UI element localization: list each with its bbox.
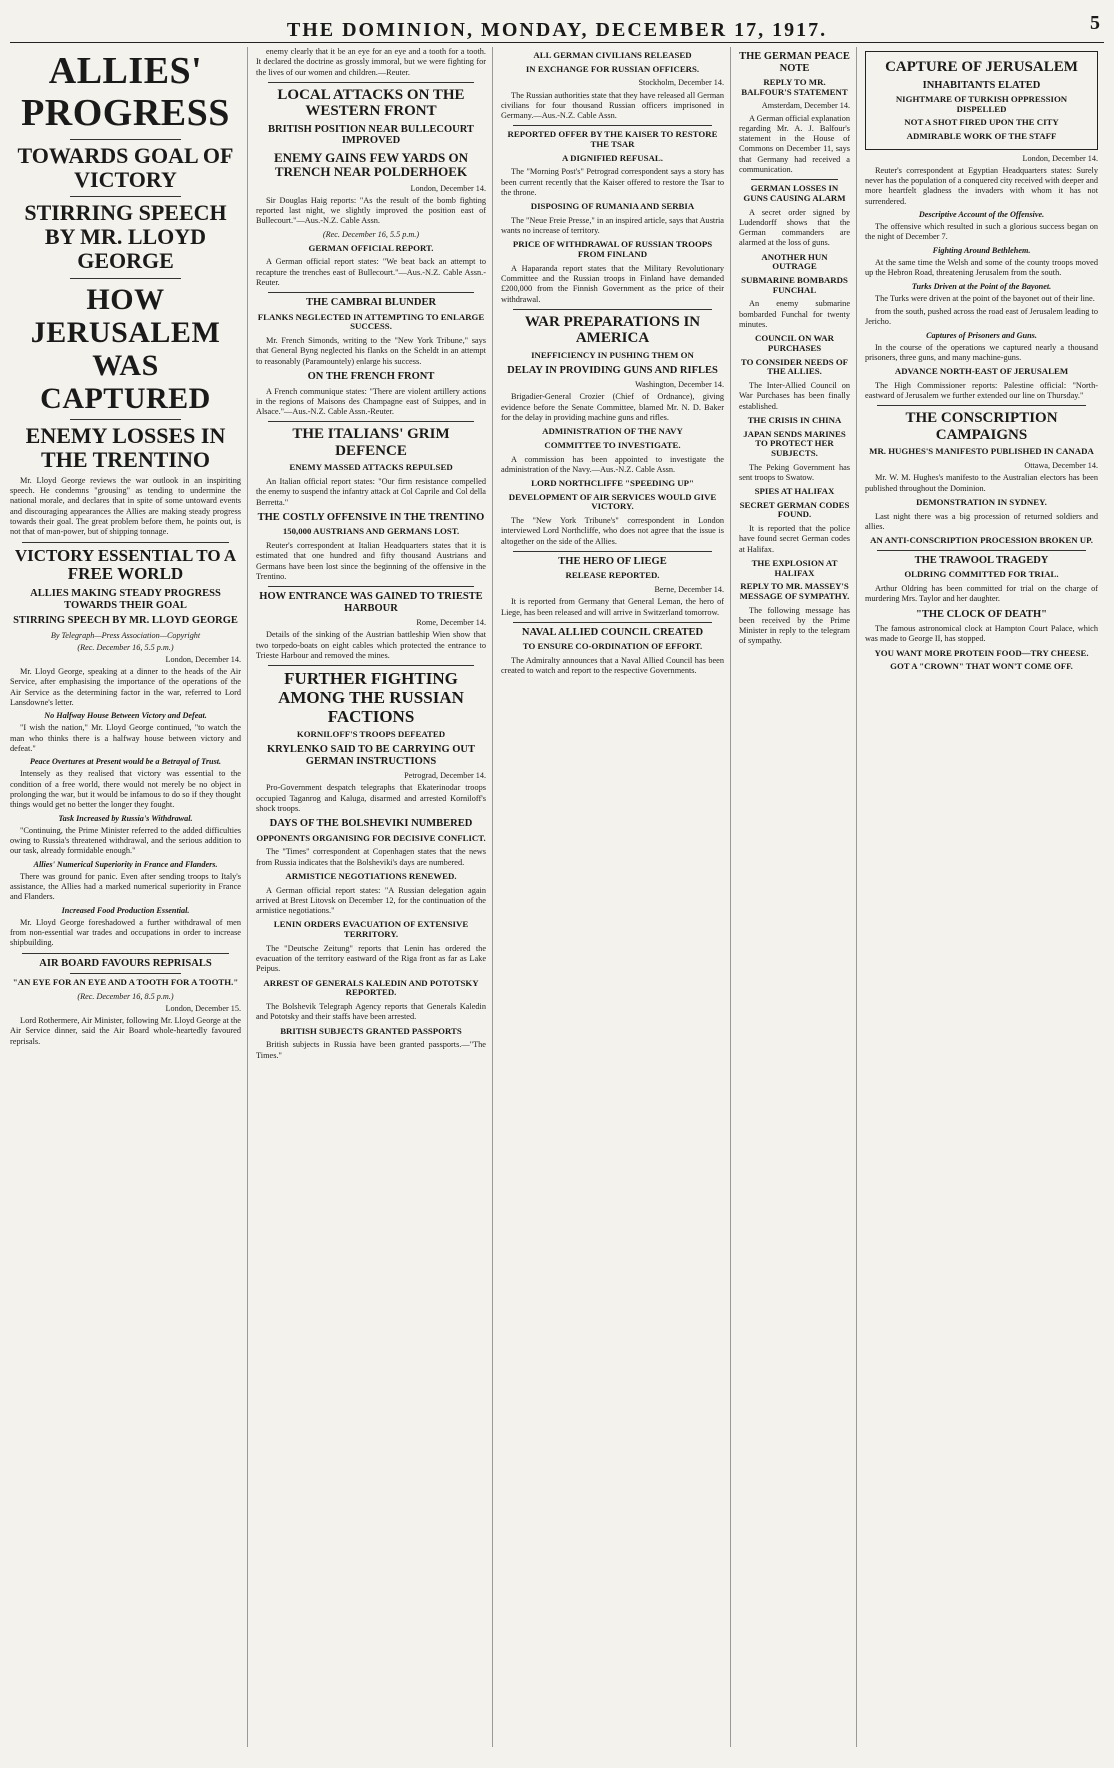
headline: YOU WANT MORE PROTEIN FOOD—TRY CHEESE. xyxy=(874,647,1089,658)
paragraph: Brigadier-General Crozier (Chief of Ordnance), giving evidence before the Senate Committee, blamed Mr. N. D. Baker for the delay in providing machine guns and rifles. xyxy=(501,392,724,422)
headline: HOW JERUSALEM WAS CAPTURED xyxy=(30,282,221,415)
paragraph: An Italian official report states: "Our firm resistance compelled the enemy to suspend the infantry attack at Col Caprile and Col della Berretta." xyxy=(256,477,486,507)
headline: PRICE OF WITHDRAWAL OF RUSSIAN TROOPS FROM FINLAND xyxy=(512,239,713,260)
paragraph: Mr. French Simonds, writing to the "New York Tribune," says that General Byng neglected his flanks on the Scheldt in an attempt to reasonably (Paramountely) enlarge his success. xyxy=(256,336,486,366)
paragraph: The offensive which resulted in such a glorious success began on the night of December 7. xyxy=(865,222,1098,242)
headline: CAPTURE OF JERUSALEM xyxy=(885,59,1078,75)
divider xyxy=(22,542,229,543)
divider xyxy=(513,622,712,623)
paragraph: A German official explanation regarding Mr. A. J. Balfour's statement in the House of Commons on December 11, says that Germany had received a communication. xyxy=(739,113,850,175)
paragraph: The famous astronomical clock at Hampton Court Palace, which was made to George II, has stopped. xyxy=(865,624,1098,644)
column-1 xyxy=(10,47,248,1747)
paragraph: Mr. W. M. Hughes's manifesto to the Australian electors has been published throughout the Dominion. xyxy=(865,473,1098,493)
divider xyxy=(268,292,474,293)
subheadline: NOT A SHOT FIRED UPON THE CITY xyxy=(904,117,1059,128)
subheadline: MR. HUGHES'S MANIFESTO PUBLISHED IN CANADA xyxy=(869,446,1094,457)
subheadline: JAPAN SENDS MARINES TO PROTECT HER SUBJECTS. xyxy=(743,428,846,458)
subheadline: FLANKS NEGLECTED IN ATTEMPTING TO ENLARGE SUCCESS. xyxy=(257,311,485,332)
paragraph: Intensely as they realised that victory was essential to the condition of a free world, there would not merely be no object in prolonging the war, but it would be infamous to do so if they thought things would get no better the longer they fought. xyxy=(10,769,241,810)
subheadline: COMMITTEE TO INVESTIGATE. xyxy=(544,439,681,450)
paragraph: Mr. Lloyd George reviews the war outlook in an inspiriting speech. He condemns "grousing" as tending to undermine the national morale, and declares that in spite of some untoward events and discouraging appearances the Allies are making steady progress towards their goal. The great problem before them, he points out, is not that of man-power, but of shipping tonnage. xyxy=(10,475,241,537)
subheadline: IN EXCHANGE FOR RUSSIAN OFFICERS. xyxy=(525,63,700,74)
feature-box xyxy=(865,51,1098,150)
dateline: London, December 14. xyxy=(165,654,241,664)
section-subhead: Increased Food Production Essential. xyxy=(61,905,190,915)
received-time: (Rec. December 16, 5.5 p.m.) xyxy=(77,642,174,652)
subheadline: REPLY TO MR. MASSEY'S MESSAGE OF SYMPATHY. xyxy=(739,581,850,601)
subheadline: LENIN ORDERS EVACUATION OF EXTENSIVE TERRITORY. xyxy=(273,919,469,940)
subheadline: ARMISTICE NEGOTIATIONS RENEWED. xyxy=(285,870,457,881)
dateline: London, December 14. xyxy=(410,183,486,193)
received-time: (Rec. December 16, 8.5 p.m.) xyxy=(77,991,174,1001)
paragraph: A German official report states: "We beat back an attempt to recapture the trenches east of Bullecourt."—Aus.-N.Z. Cable Assn.-Reuter. xyxy=(256,257,486,287)
headline: ALLIES' PROGRESS xyxy=(21,50,230,134)
paragraph: The High Commissioner reports: Palestine official: "North-eastward of Jerusalem we further extended our line on Thursday." xyxy=(865,380,1098,401)
subheadline: INEFFICIENCY IN PUSHING THEM ON xyxy=(531,349,694,360)
paragraph: from the south, pushed across the road east of Jerusalem leading to Jericho. xyxy=(865,306,1098,327)
divider xyxy=(513,125,712,126)
divider xyxy=(22,953,229,954)
paragraph: enemy clearly that it be an eye for an eye and a tooth for a tooth. It declared the doctrine as grossly immoral, but we were fighting for the lives of our women and children.—Reuter. xyxy=(256,47,486,77)
subheadline: OPPONENTS ORGANISING FOR DECISIVE CONFLICT. xyxy=(256,832,486,843)
headline: ON THE FRENCH FRONT xyxy=(307,370,435,382)
divider xyxy=(751,179,838,180)
headline: THE TRAWOOL TRAGEDY xyxy=(914,554,1049,566)
headline: THE COSTLY OFFENSIVE IN THE TRENTINO xyxy=(257,511,485,523)
columns xyxy=(10,47,1104,1747)
paragraph: A secret order signed by Ludendorff shows that the German commanders are alarmed at the loss of guns. xyxy=(739,207,850,248)
paragraph: Details of the sinking of the Austrian battleship Wien show that two torpedo-boats on eight cables which protected the entrance to Trieste Harbour and removed the mines. xyxy=(256,630,486,661)
subheadline: INHABITANTS ELATED xyxy=(922,79,1041,91)
subheadline: SUBMARINE BOMBARDS FUNCHAL xyxy=(741,275,848,295)
divider xyxy=(70,973,181,974)
paragraph: At the same time the Welsh and some of the county troops moved up the Hebron Road, threatening Jerusalem from the south. xyxy=(865,257,1098,278)
column-2 xyxy=(256,47,493,1747)
paragraph: British subjects in Russia have been granted passports.—"The Times." xyxy=(256,1040,486,1060)
headline: SPIES AT HALIFAX xyxy=(754,486,835,497)
paragraph: The "Morning Post's" Petrograd correspondent says a story has been current recently that the Kaiser offered to restore the Tsar to the throne. xyxy=(501,167,724,197)
headline: ADVANCE NORTH-EAST OF JERUSALEM xyxy=(894,366,1069,377)
paragraph: The "Deutsche Zeitung" reports that Lenin has ordered the evacuation of the territory eastward of the Riga front as far as Lake Peipus. xyxy=(256,943,486,974)
subheadline: DELAY IN PROVIDING GUNS AND RIFLES xyxy=(507,364,718,376)
subheadline: A DIGNIFIED REFUSAL. xyxy=(562,152,663,163)
divider xyxy=(513,309,712,310)
headline: AIR BOARD FAVOURS REPRISALS xyxy=(39,957,212,969)
dateline: Stockholm, December 14. xyxy=(638,78,724,88)
page-number: 5 xyxy=(1090,12,1100,34)
headline: ENEMY GAINS FEW YARDS ON TRENCH NEAR POLDERHOEK xyxy=(273,149,469,180)
dateline: London, December 14. xyxy=(1022,153,1098,163)
subheadline: BRITISH SUBJECTS GRANTED PASSPORTS xyxy=(280,1025,462,1036)
masthead xyxy=(10,8,1104,43)
headline: DEMONSTRATION IN SYDNEY. xyxy=(916,496,1047,507)
paragraph: The Bolshevik Telegraph Agency reports that Generals Kaledin and Pototsky and their staffs have been arrested. xyxy=(256,1002,486,1022)
paragraph: Mr. Lloyd George foreshadowed a further withdrawal of men from non-essential war trades and occupations in order to increase shipbuilding. xyxy=(10,917,241,948)
paragraph: "I wish the nation," Mr. Lloyd George continued, "to watch the man who thinks there is a halfway house between victory and defeat." xyxy=(10,723,241,753)
divider xyxy=(877,405,1086,406)
subheadline: TO ENSURE CO-ORDINATION OF EFFORT. xyxy=(522,641,703,652)
paragraph: An enemy submarine bombarded Funchal for twenty minutes. xyxy=(739,299,850,330)
headline: THE ITALIANS' GRIM DEFENCE xyxy=(292,426,450,459)
subheadline: ADMIRABLE WORK OF THE STAFF xyxy=(906,131,1057,142)
subheadline: REPLY TO MR. BALFOUR'S STATEMENT xyxy=(741,77,848,97)
headline: DAYS OF THE BOLSHEVIKI NUMBERED xyxy=(269,818,473,830)
byline: By Telegraph—Press Association—Copyright xyxy=(50,630,201,640)
paragraph: The Russian authorities state that they have released all German civilians for four thousand Russian officers imprisoned in Germany.—Aus.-N.Z. Cable Assn. xyxy=(501,90,724,121)
column-3 xyxy=(501,47,731,1747)
subheadline: NIGHTMARE OF TURKISH OPPRESSION DISPELLED xyxy=(895,94,1068,114)
dateline: Ottawa, December 14. xyxy=(1024,461,1098,471)
subheadline: RELEASE REPORTED. xyxy=(565,570,660,581)
headline: AN ANTI-CONSCRIPTION PROCESSION BROKEN UP. xyxy=(870,535,1093,546)
headline: NAVAL ALLIED COUNCIL CREATED xyxy=(521,626,704,638)
paragraph: In the course of the operations we captured nearly a thousand prisoners, three guns, and many machine-guns. xyxy=(865,342,1098,362)
paragraph: The "New York Tribune's" correspondent in London interviewed Lord Northcliffe, who does not agree that the issue is altogether on the side of the Allies. xyxy=(501,516,724,546)
paragraph: A German official report states: "A Russian delegation again arrived at Brest Litovsk on December 12, for the continuation of the armistice negotiations." xyxy=(256,885,486,916)
headline: WAR PREPARATIONS IN AMERICA xyxy=(524,313,701,347)
subheadline: DEVELOPMENT OF AIR SERVICES WOULD GIVE VICTORY. xyxy=(508,491,717,512)
paragraph: The "Neue Freie Presse," in an inspired article, says that Austria wants no increase of territory. xyxy=(501,215,724,236)
divider xyxy=(268,82,474,83)
paragraph: Reuter's correspondent at Egyptian Headquarters states: Surely never has the population of a conquered city received with deeper and more heartfelt gladness the invaders with whom it has not surrendered. xyxy=(865,165,1098,206)
headline: REPORTED OFFER BY THE KAISER TO RESTORE THE TSAR xyxy=(507,129,718,150)
divider xyxy=(877,550,1086,551)
received-time: (Rec. December 16, 5.5 p.m.) xyxy=(322,229,420,239)
subheadline: ARREST OF GENERALS KALEDIN AND POTOTSKY REPORTED. xyxy=(263,977,479,998)
subheadline: BRITISH POSITION NEAR BULLECOURT IMPROVED xyxy=(268,123,474,147)
paragraph: A commission has been appointed to investigate the administration of the Navy.—Aus.-N.Z. Cable Assn. xyxy=(501,454,724,474)
column-5 xyxy=(865,47,1104,1747)
divider xyxy=(268,421,474,422)
paragraph: The Admiralty announces that a Naval Allied Council has been created to watch and report to the respective Governments. xyxy=(501,656,724,676)
subheadline: KRYLENKO SAID TO BE CARRYING OUT GERMAN INSTRUCTIONS xyxy=(266,744,476,767)
paragraph: Mr. Lloyd George, speaking at a dinner to the heads of the Air Service, after emphasising the importance of the operations of the Air Service as the determining factor in the war, referred to Lord Lansdowne's letter. xyxy=(10,667,241,707)
divider xyxy=(70,196,181,197)
section-subhead: No Halfway House Between Victory and Defeat. xyxy=(44,711,207,721)
paragraph: The "Times" correspondent at Copenhagen states that the news from Russia indicates that the Bolsheviki's days are numbered. xyxy=(256,847,486,867)
dateline: London, December 15. xyxy=(165,1004,241,1013)
headline: ADMINISTRATION OF THE NAVY xyxy=(542,426,683,437)
paragraph: A Haparanda report states that the Military Revolutionary Committee and the Russian troops in Finland have demanded £200,000 from the Finnish Government as the price of their withdrawal. xyxy=(501,263,724,304)
headline: THE CRISIS IN CHINA xyxy=(747,414,842,425)
paragraph: "Continuing, the Prime Minister referred to the added difficulties owing to Russia's threatened withdrawal, and the serious addition to our task, already formidable enough." xyxy=(10,825,241,856)
headline: THE CAMBRAI BLUNDER xyxy=(305,297,437,309)
dateline: Petrograd, December 14. xyxy=(404,771,486,781)
subheadline: ALLIES MAKING STEADY PROGRESS TOWARDS THEIR GOAL xyxy=(30,587,221,611)
section-subhead: Turks Driven at the Point of the Bayonet. xyxy=(911,281,1052,291)
dateline: Amsterdam, December 14. xyxy=(761,101,850,111)
section-subhead: Fighting Around Bethlehem. xyxy=(932,245,1031,255)
paragraph: Reuter's correspondent at Italian Headquarters states that it is estimated that one hundred and fifty thousand Austrians and Germans have been lost since the beginning of the offensive in the Trentino. xyxy=(256,541,486,581)
subheadline: STIRRING SPEECH BY MR. LLOYD GEORGE xyxy=(13,615,238,627)
masthead-title: THE DOMINION, MONDAY, DECEMBER 17, 1917. xyxy=(286,19,828,41)
headline: "THE CLOCK OF DEATH" xyxy=(916,608,1047,620)
dateline: Washington, December 14. xyxy=(635,380,724,390)
newspaper-page xyxy=(10,8,1104,1752)
paragraph: Arthur Oldring has been committed for trial on the charge of murdering Mrs. Taylor and her daughter. xyxy=(865,584,1098,604)
headline: ALL GERMAN CIVILIANS RELEASED xyxy=(533,50,692,60)
subheadline: "AN EYE FOR AN EYE AND A TOOTH FOR A TOOTH." xyxy=(12,977,239,988)
headline: GOT A "CROWN" THAT WON'T COME OFF. xyxy=(890,661,1073,672)
section-subhead: Peace Overtures at Present would be a Betrayal of Trust. xyxy=(29,757,222,767)
subheadline: ENEMY MASSED ATTACKS REPULSED xyxy=(289,462,453,473)
paragraph: Lord Rothermere, Air Minister, following Mr. Lloyd George at the Air Service dinner, said the Air Board whole-heartedly favoured reprisals. xyxy=(10,1016,241,1046)
subheadline: GERMAN OFFICIAL REPORT. xyxy=(308,242,434,253)
headline: THE EXPLOSION AT HALIFAX xyxy=(751,557,838,578)
headline: THE CONSCRIPTION CAMPAIGNS xyxy=(905,410,1058,443)
paragraph: It is reported that the police have found secret German codes at Halifax. xyxy=(739,524,850,554)
divider xyxy=(268,586,474,587)
paragraph: The Inter-Allied Council on War Purchases has been finally established. xyxy=(739,380,850,411)
headline: HOW ENTRANCE WAS GAINED TO TRIESTE HARBOUR xyxy=(259,591,483,614)
headline: ENEMY LOSSES IN THE TRENTINO xyxy=(25,422,226,472)
headline: COUNCIL ON WAR PURCHASES xyxy=(754,333,835,353)
paragraph: It is reported from Germany that General Leman, the hero of Liege, has been released and will arrive in Switzerland tomorrow. xyxy=(501,597,724,617)
dateline: Berne, December 14. xyxy=(654,585,724,595)
headline: GERMAN LOSSES IN GUNS CAUSING ALARM xyxy=(743,183,846,203)
divider xyxy=(70,278,181,279)
subheadline: KORNILOFF'S TROOPS DEFEATED xyxy=(296,729,446,740)
headline: TOWARDS GOAL OF VICTORY xyxy=(17,142,234,192)
headline: DISPOSING OF RUMANIA AND SERBIA xyxy=(530,201,695,212)
divider xyxy=(70,139,181,140)
section-subhead: Captures of Prisoners and Guns. xyxy=(926,330,1037,340)
divider xyxy=(268,665,474,666)
headline: THE HERO OF LIEGE xyxy=(558,555,667,567)
paragraph: A French communique states: "There are violent artillery actions in the regions of Maisons des Champagne east of Suippes, and in Alsace."—Aus.-N.Z. Cable Assn.-Reuter. xyxy=(256,386,486,417)
headline: VICTORY ESSENTIAL TO A FREE WORLD xyxy=(14,545,237,584)
headline: FURTHER FIGHTING AMONG THE RUSSIAN FACTIONS xyxy=(278,669,464,726)
paragraph: The following message has been received by the Prime Minister in reply to the telegram of sympathy. xyxy=(739,605,850,646)
dateline: Rome, December 14. xyxy=(416,618,486,628)
subheadline: 150,000 AUSTRIANS AND GERMANS LOST. xyxy=(282,526,460,537)
subheadline: TO CONSIDER NEEDS OF THE ALLIES. xyxy=(740,356,849,377)
headline: THE GERMAN PEACE NOTE xyxy=(739,51,850,74)
paragraph: Pro-Government despatch telegraphs that Ekaterinodar troops occupied Taganrog and Kaluga, disarmed and arrested Korniloff's shock troops. xyxy=(256,783,486,813)
headline: LORD NORTHCLIFFE "SPEEDING UP" xyxy=(531,478,694,489)
paragraph: There was ground for panic. Even after sending troops to Italy's assistance, the Allies had a marked numerical superiority in France and Flanders. xyxy=(10,871,241,902)
divider xyxy=(513,551,712,552)
subheadline: OLDRING COMMITTED FOR TRIAL. xyxy=(904,569,1059,580)
headline: LOCAL ATTACKS ON THE WESTERN FRONT xyxy=(277,86,465,120)
headline: STIRRING SPEECH BY MR. LLOYD GEORGE xyxy=(24,199,227,274)
section-subhead: Task Increased by Russia's Withdrawal. xyxy=(58,813,193,823)
paragraph: The Turks were driven at the point of the bayonet out of their line. xyxy=(875,293,1095,303)
divider xyxy=(70,419,181,420)
subheadline: SECRET GERMAN CODES FOUND. xyxy=(739,499,850,520)
paragraph: The Peking Government has sent troops to Swatow. xyxy=(739,462,850,482)
section-subhead: Allies' Numerical Superiority in France and Flanders. xyxy=(33,859,218,869)
column-4 xyxy=(739,47,857,1747)
paragraph: Last night there was a big procession of returned soldiers and allies. xyxy=(865,511,1098,531)
paragraph: Sir Douglas Haig reports: "As the result of the bomb fighting reported last night, we slightly improved the position east of Bullecourt."—Aus.-N.Z. Cable Assn. xyxy=(256,195,486,226)
section-subhead: Descriptive Account of the Offensive. xyxy=(918,210,1045,220)
headline: ANOTHER HUN OUTRAGE xyxy=(761,251,828,272)
